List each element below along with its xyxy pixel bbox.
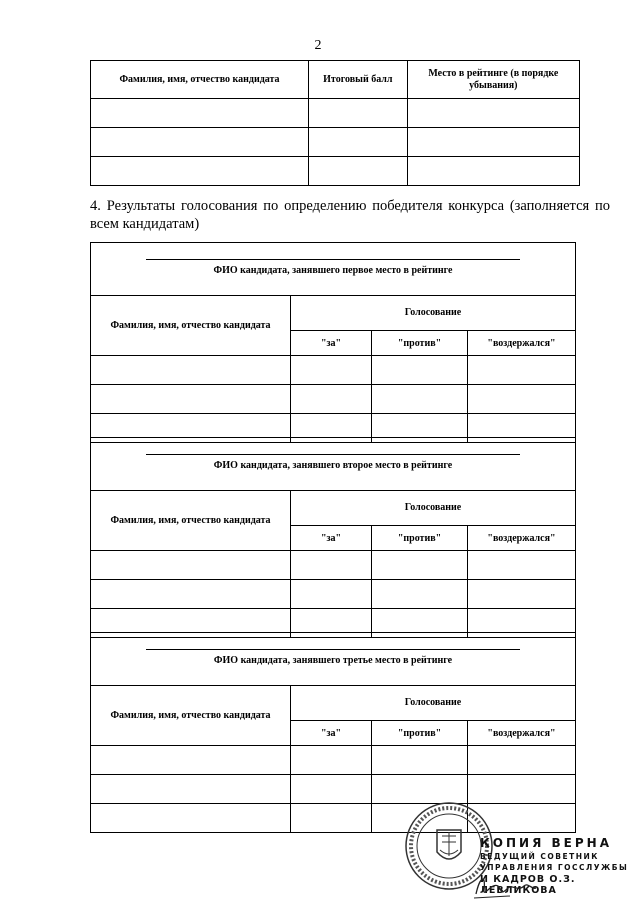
page-number: 2 [314,38,322,53]
handwritten-signature [470,868,540,902]
block-title: ФИО кандидата, занявшего третье место в рейтинге [213,655,453,666]
table-row [91,746,575,775]
block-title: ФИО кандидата, занявшего второе место в рейтинге [213,460,453,471]
table-row [91,551,575,580]
col-header-protiv: "против" [372,721,468,746]
col-header-voting: Голосование [291,296,576,331]
col-header-name: Фамилия, имя, отчество кандидата [91,491,291,551]
col-header-name: Фамилия, имя, отчество кандидата [91,296,291,356]
voting-block-first [90,242,576,443]
voting-block-third [90,632,576,833]
col-header-protiv: "против" [372,526,468,551]
table-row [91,157,580,186]
col-header-za: "за" [291,331,372,356]
table-row [91,775,575,804]
col-header-voting: Голосование [291,686,576,721]
table-row [91,385,575,414]
header-name: Фамилия, имя, отчество кандидата [91,61,309,99]
header-rank: Место в рейтинге (в порядке убывания) [407,61,579,99]
col-header-voting: Голосование [291,491,576,526]
table-row [91,580,575,609]
col-header-za: "за" [291,526,372,551]
block-title: ФИО кандидата, занявшего первое место в рейтинге [213,265,453,276]
certify-line-3: УПРАВЛЕНИЯ ГОССЛУЖБЫ [480,863,629,872]
table-row [91,128,580,157]
col-header-protiv: "против" [372,331,468,356]
col-header-vozd: "воздержался" [468,721,576,746]
table-row [91,356,575,385]
table-row [91,99,580,128]
table-row [91,804,575,833]
section-4-heading: 4. Результаты голосования по определению победителя конкурса (заполняется по всем кандидатам) [90,198,610,232]
certify-line-1: КОПИЯ ВЕРНА [480,836,612,850]
certify-line-4: И КАДРОВ О.З. ЛЕВЛИКОВА [480,874,576,896]
col-header-name: Фамилия, имя, отчество кандидата [91,686,291,746]
certify-line-2: ВЕДУЩИЙ СОВЕТНИК [480,852,599,861]
rating-table [90,60,580,186]
col-header-vozd: "воздержался" [468,331,576,356]
col-header-za: "за" [291,721,372,746]
header-score: Итоговый балл [309,61,408,99]
voting-block-second [90,437,576,638]
col-header-vozd: "воздержался" [468,526,576,551]
